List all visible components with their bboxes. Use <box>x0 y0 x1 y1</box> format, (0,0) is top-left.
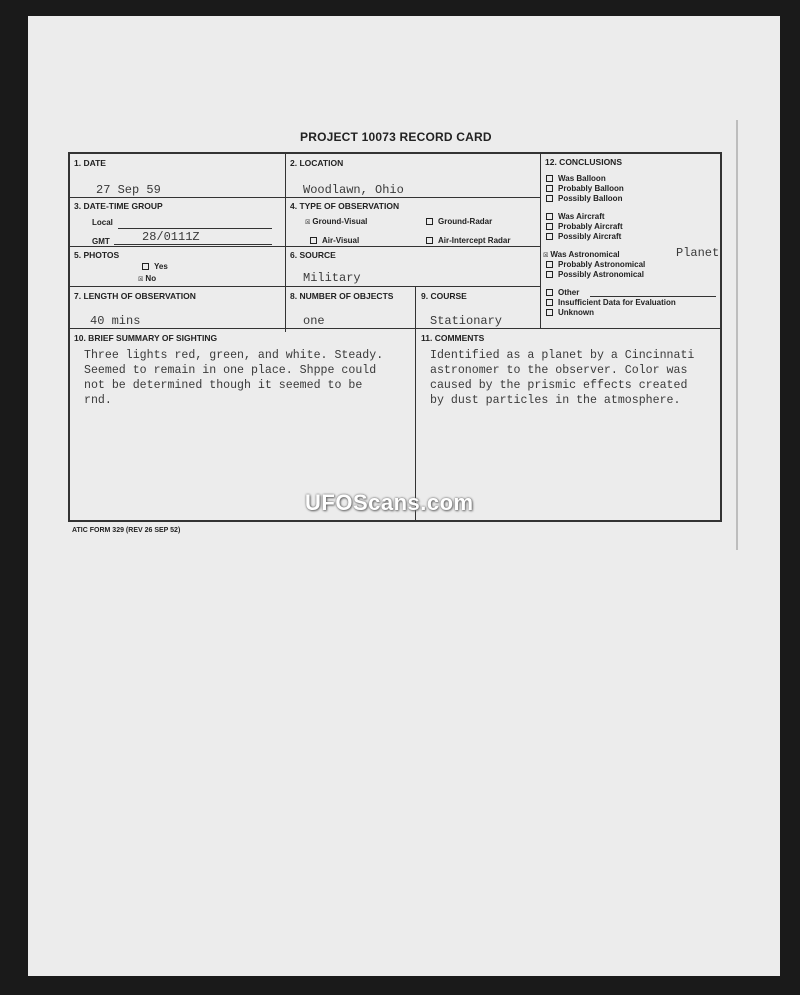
local-label: Local <box>92 218 113 227</box>
was-balloon-option <box>546 174 606 183</box>
ground-visual-text: Ground-Visual <box>312 217 368 226</box>
other-checkbox <box>546 289 553 296</box>
poss-aircraft-checkbox <box>546 233 553 240</box>
was-aircraft-checkbox <box>546 213 553 220</box>
insufficient-checkbox <box>546 299 553 306</box>
type-obs-label: 4. TYPE OF OBSERVATION <box>290 201 400 211</box>
prob-aircraft-checkbox <box>546 223 553 230</box>
summary-line-2: Seemed to remain in one place. Shppe could <box>84 364 377 377</box>
divider-h-row3 <box>68 286 540 287</box>
photos-no-text: No <box>145 274 157 283</box>
poss-balloon-option <box>546 194 622 203</box>
ground-radar-checkbox <box>426 218 433 225</box>
summary-line-1: Three lights red, green, and white. Steady. <box>84 349 384 362</box>
divider-h-row1 <box>68 197 540 198</box>
comments-line-4: by dust particles in the atmosphere. <box>430 394 681 407</box>
summary-label: 10. BRIEF SUMMARY OF SIGHTING <box>74 333 218 343</box>
summary-line-3: not be determined though it seemed to be <box>84 379 363 392</box>
unknown-checkbox <box>546 309 553 316</box>
summary-line-4: rnd. <box>84 394 112 407</box>
photos-yes-checkbox <box>142 263 149 270</box>
watermark: UFOScans.com <box>305 490 474 515</box>
prob-aircraft-option <box>546 222 623 231</box>
form-footer: ATIC FORM 329 (REV 26 SEP 52) <box>72 527 181 534</box>
air-visual-checkbox <box>310 237 317 244</box>
other-line <box>590 296 716 297</box>
length-value: 40 mins <box>90 314 141 328</box>
datetime-label: 3. DATE-TIME GROUP <box>74 201 163 211</box>
ground-visual-check-mark: ☒ <box>305 217 311 227</box>
conclusions-label: 12. CONCLUSIONS <box>545 157 622 167</box>
air-visual-option <box>310 236 359 245</box>
source-value: Military <box>303 271 361 285</box>
form-title: PROJECT 10073 RECORD CARD <box>300 130 492 144</box>
planet-value: Planet <box>676 246 720 260</box>
prob-astro-text: Probably Astronomical <box>558 260 646 269</box>
insufficient-option <box>546 298 676 307</box>
prob-astro-checkbox <box>546 261 553 268</box>
poss-astro-checkbox <box>546 271 553 278</box>
objects-label: 8. NUMBER OF OBJECTS <box>290 291 394 301</box>
divider-v-course <box>415 286 416 520</box>
comments-label: 11. COMMENTS <box>421 333 485 343</box>
comments-line-2: astronomer to the observer. Color was <box>430 364 688 377</box>
gmt-value: 28/0111Z <box>142 230 200 244</box>
comments-line-3: caused by the prismic effects created <box>430 379 688 392</box>
poss-aircraft-text: Possibly Aircraft <box>558 232 622 241</box>
divider-v-left <box>285 152 286 332</box>
location-value: Woodlawn, Ohio <box>303 183 404 197</box>
photos-no-check-mark: ☒ <box>138 274 144 284</box>
photos-no-option <box>138 274 156 284</box>
comments-line-1: Identified as a planet by a Cincinnati <box>430 349 695 362</box>
objects-value: one <box>303 314 325 328</box>
poss-balloon-text: Possibly Balloon <box>558 194 623 203</box>
location-label: 2. LOCATION <box>290 158 344 168</box>
local-line <box>118 228 272 229</box>
was-balloon-checkbox <box>546 175 553 182</box>
divider-v-conclusions <box>540 152 541 329</box>
gmt-label: GMT <box>92 237 110 246</box>
unknown-option <box>546 308 594 317</box>
photos-yes-text: Yes <box>154 262 168 271</box>
unknown-text: Unknown <box>558 308 594 317</box>
page-edge-line <box>736 120 738 550</box>
divider-h-row2 <box>68 246 540 247</box>
source-label: 6. SOURCE <box>290 250 336 260</box>
was-astro-text: Was Astronomical <box>550 250 620 259</box>
photos-label: 5. PHOTOS <box>74 250 120 260</box>
air-intercept-checkbox <box>426 237 433 244</box>
prob-balloon-text: Probably Balloon <box>558 184 624 193</box>
poss-astro-option <box>546 270 644 279</box>
photos-yes-option <box>142 262 168 271</box>
gmt-line <box>114 244 272 245</box>
was-balloon-text: Was Balloon <box>558 174 606 183</box>
poss-astro-text: Possibly Astronomical <box>558 270 644 279</box>
course-value: Stationary <box>430 314 503 328</box>
air-intercept-option <box>426 236 510 245</box>
was-aircraft-text: Was Aircraft <box>558 212 605 221</box>
ground-visual-option <box>305 217 367 227</box>
poss-aircraft-option <box>546 232 621 241</box>
prob-astro-option <box>546 260 645 269</box>
prob-balloon-option <box>546 184 624 193</box>
divider-h-row4 <box>68 328 722 329</box>
date-value: 27 Sep 59 <box>96 183 161 197</box>
insufficient-text: Insufficient Data for Evaluation <box>558 298 676 307</box>
prob-aircraft-text: Probably Aircraft <box>558 222 623 231</box>
was-astro-option <box>543 250 620 260</box>
was-astro-check-mark: ☒ <box>543 250 549 260</box>
ground-radar-text: Ground-Radar <box>438 217 493 226</box>
air-intercept-text: Air-Intercept Radar <box>438 236 511 245</box>
air-visual-text: Air-Visual <box>322 236 360 245</box>
prob-balloon-checkbox <box>546 185 553 192</box>
was-aircraft-option <box>546 212 605 221</box>
course-label: 9. COURSE <box>421 291 467 301</box>
length-label: 7. LENGTH OF OBSERVATION <box>74 291 196 301</box>
other-text: Other <box>558 288 580 297</box>
date-label: 1. DATE <box>74 158 106 168</box>
poss-balloon-checkbox <box>546 195 553 202</box>
ground-radar-option <box>426 217 492 226</box>
other-option <box>546 288 579 297</box>
